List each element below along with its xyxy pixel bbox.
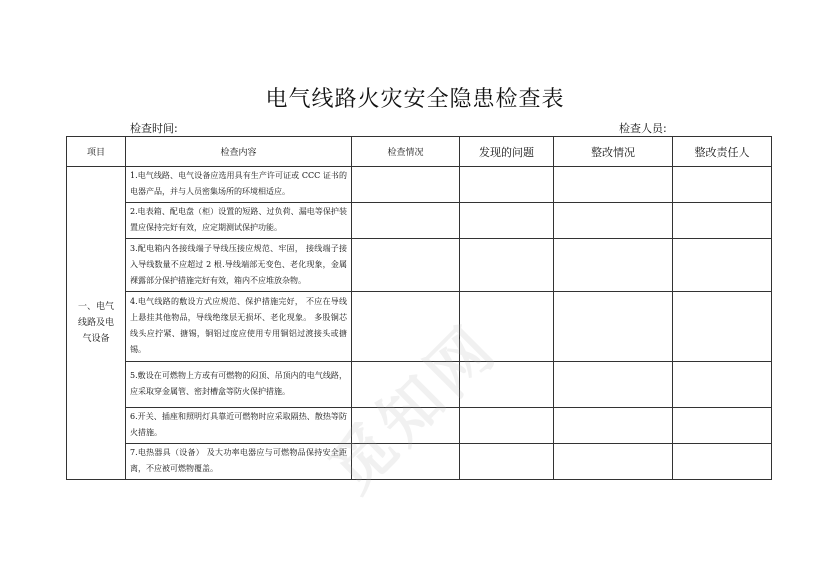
rectification-cell[interactable] bbox=[554, 167, 673, 203]
problem-cell[interactable] bbox=[460, 444, 554, 480]
responsible-cell[interactable] bbox=[673, 408, 772, 444]
table-row bbox=[67, 239, 772, 292]
responsible-cell[interactable] bbox=[673, 167, 772, 203]
table-row bbox=[67, 362, 772, 408]
status-cell[interactable] bbox=[352, 203, 460, 239]
problem-cell[interactable] bbox=[460, 203, 554, 239]
status-cell[interactable] bbox=[352, 408, 460, 444]
problem-cell[interactable] bbox=[460, 292, 554, 362]
item-content: 6.开关、插座和照明灯具靠近可燃物时应采取隔热、散热等防火措施。 bbox=[126, 408, 352, 444]
watermark: 觅知网 bbox=[315, 310, 512, 506]
category-cell bbox=[67, 167, 126, 480]
status-cell[interactable] bbox=[352, 362, 460, 408]
status-cell[interactable] bbox=[352, 292, 460, 362]
responsible-cell[interactable] bbox=[673, 292, 772, 362]
header-responsible: 整改责任人 bbox=[673, 137, 772, 167]
header-content: 检查内容 bbox=[126, 137, 352, 167]
status-cell[interactable] bbox=[352, 167, 460, 203]
rectification-cell[interactable] bbox=[554, 408, 673, 444]
category-label: 一、电气线路及电气设备 bbox=[77, 302, 114, 344]
item-content: 7.电热器具（设备） 及大功率电器应与可燃物品保持安全距离，不应被可燃物覆盖。 bbox=[126, 444, 352, 480]
rectification-cell[interactable] bbox=[554, 203, 673, 239]
inspection-table bbox=[66, 136, 772, 480]
inspector-label: 检查人员: bbox=[619, 122, 667, 135]
inspection-time-label: 检查时间: bbox=[130, 122, 178, 135]
problem-cell[interactable] bbox=[460, 362, 554, 408]
item-content: 2.电表箱、配电盘（柜）设置的短路、过负荷、漏电等保护装置应保持完好有效，应定期测试保护功能。 bbox=[126, 203, 352, 239]
table-row bbox=[67, 444, 772, 480]
table-row bbox=[67, 408, 772, 444]
responsible-cell[interactable] bbox=[673, 239, 772, 292]
item-content: 4.电气线路的敷设方式应规范、保护措施完好， 不应在导线上悬挂其他物品，导线绝缘层无损坏、老化现象。 多股铜芯线头应拧紧、搪锡，铜铝过度应使用专用铜铝过渡接头或搪锡。 bbox=[126, 292, 352, 362]
table-row bbox=[67, 167, 772, 203]
table-row bbox=[67, 203, 772, 239]
rectification-cell[interactable] bbox=[554, 292, 673, 362]
item-content: 5.敷设在可燃物上方或有可燃物的闷顶、吊顶内的电气线路，应采取穿金属管、密封槽盒等防火保护措施。 bbox=[126, 362, 352, 408]
document-title: 电气线路火灾安全隐患检查表 bbox=[265, 87, 565, 112]
header-rectification: 整改情况 bbox=[554, 137, 673, 167]
problem-cell[interactable] bbox=[460, 167, 554, 203]
header-status: 检查情况 bbox=[352, 137, 460, 167]
status-cell[interactable] bbox=[352, 444, 460, 480]
item-content: 3.配电箱内各接线端子导线压接应规范、牢固， 接线端子接入导线数量不应超过 2 根.导线端部无变色、老化现象，金属裸露部分保护措施完好有效，箱内不应堆放杂物。 bbox=[126, 239, 352, 292]
status-cell[interactable] bbox=[352, 239, 460, 292]
responsible-cell[interactable] bbox=[673, 444, 772, 480]
rectification-cell[interactable] bbox=[554, 239, 673, 292]
rectification-cell[interactable] bbox=[554, 362, 673, 408]
table-header-row bbox=[67, 137, 772, 167]
responsible-cell[interactable] bbox=[673, 362, 772, 408]
header-item: 项目 bbox=[67, 137, 126, 167]
header-problems: 发现的问题 bbox=[460, 137, 554, 167]
responsible-cell[interactable] bbox=[673, 203, 772, 239]
table-row bbox=[67, 292, 772, 362]
problem-cell[interactable] bbox=[460, 408, 554, 444]
item-content: 1.电气线路、电气设备应选用具有生产许可证或 CCC 证书的电器产品，并与人员密集场所的环境相适应。 bbox=[126, 167, 352, 203]
rectification-cell[interactable] bbox=[554, 444, 673, 480]
problem-cell[interactable] bbox=[460, 239, 554, 292]
